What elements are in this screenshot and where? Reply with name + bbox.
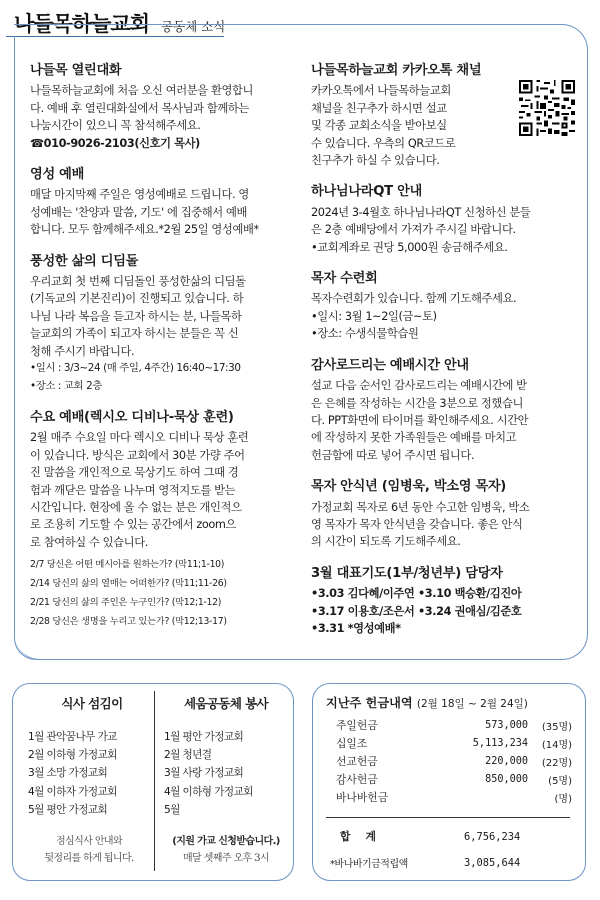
- text-line: 2월 매주 수요일 마다 렉시오 디비나 묵상 훈련: [30, 431, 249, 445]
- text-line: 의 시간이 되도록 기도해주세요.: [311, 535, 461, 549]
- text-line: 성예배는 '찬양과 말씀, 기도' 에 집중해서 예배: [30, 205, 247, 219]
- welcome-title: 나들목 열린대화: [30, 63, 122, 78]
- meal-item: 3월 소망 가정교회: [28, 767, 108, 780]
- contact-phone: ☎010-9026-2103(신호기 목사): [30, 136, 200, 150]
- kakao-body: [311, 82, 501, 169]
- prayer-section: [311, 565, 577, 638]
- retreat-section: [311, 270, 577, 343]
- offering-row: [326, 789, 576, 807]
- offering-count: (22명): [541, 757, 572, 769]
- right-column: [311, 62, 577, 651]
- text-line: 2024년 3-4월호 하나님나라QT 신청하신 분들: [311, 205, 531, 219]
- text-line: 은 2층 예배당에서 가져가 주시길 바랍니다.: [311, 223, 516, 237]
- offering-row: [326, 752, 576, 770]
- qt-body: [311, 204, 577, 256]
- serve-note: [164, 833, 288, 867]
- text-line: 진 말씀을 개인적으로 묵상기도 하여 그때 경: [30, 466, 239, 480]
- text-line: 로 조용히 기도할 수 있는 공간에서 zoom으: [30, 518, 236, 532]
- offering-amount: 5,113,234: [472, 737, 528, 749]
- schedule-place: •장소 : 교회 2층: [30, 379, 102, 392]
- serve-item: 4월 이하형 가정교회: [164, 785, 253, 798]
- offering-title: 지난주 헌금내역: [326, 696, 413, 710]
- offering-name: 바나바헌금: [336, 791, 389, 805]
- didimdol-body: [30, 273, 292, 395]
- qt-section: [311, 183, 577, 256]
- text-line: 친구추가 하실 수 있습니다.: [311, 154, 440, 168]
- text-line: •일시: 3월 1~2일(금~토): [311, 309, 437, 323]
- thanks-body: [311, 377, 577, 464]
- serve-note-line: (지원 가교 신청받습니다.): [172, 836, 280, 848]
- welcome-section: [30, 62, 292, 152]
- spirit-worship-title: 영성 예배: [30, 167, 85, 183]
- serve-item: 5월: [164, 803, 180, 816]
- wednesday-worship-body: [30, 429, 292, 551]
- didimdol-section: [30, 253, 292, 395]
- sabbatical-body: [311, 499, 577, 551]
- serve-item: 3월 사랑 가정교회: [164, 767, 244, 780]
- left-column: [30, 62, 292, 645]
- meal-note: [28, 833, 150, 867]
- text-line: 험과 깨닫은 말씀을 나누며 영적지도를 받는: [30, 483, 236, 497]
- thanks-title: 감사로드리는 예배시간 안내: [311, 357, 469, 373]
- serve-title: 세움공동체 봉사: [183, 696, 269, 711]
- wednesday-worship-title: 수요 예배(렉시오 디비나-묵상 훈련): [30, 409, 234, 425]
- text-line: 매달 마지막째 주일은 영성예배로 드립니다. 영: [30, 188, 249, 202]
- text-line: 수 있습니다. 우측의 QR코드로: [311, 136, 456, 150]
- offering-total-row: [326, 824, 576, 850]
- schedule-item: 2/28 당신은 생명을 누리고 있는가? (막12;13-17): [30, 616, 227, 628]
- retreat-body: [311, 290, 577, 342]
- offering-name: 감사헌금: [336, 773, 378, 787]
- text-line: 시간입니다. 현장에 올 수 없는 분은 개인적으: [30, 500, 242, 514]
- offering-row: [326, 734, 576, 752]
- schedule-time: •일시 : 3/3~24 (매 주일, 4주간) 16:40~17:30: [30, 362, 241, 375]
- offering-row: [326, 716, 576, 734]
- church-logo: 나들목하늘교회: [14, 11, 150, 36]
- kakao-section: [311, 62, 577, 169]
- text-line: 은 은혜를 작성하는 시간을 3분으로 정했습니: [311, 396, 523, 410]
- meal-item: 4월 이하자 가정교회: [28, 785, 117, 798]
- welcome-body: [30, 82, 292, 152]
- text-line: 목자수련회가 있습니다. 함께 기도해주세요.: [311, 292, 517, 306]
- text-line: 다. PPT화면에 타이머를 확인해주세요. 시간안: [311, 413, 529, 427]
- offering-name: 주일헌금: [336, 718, 378, 732]
- text-line: 영 목자가 목자 안식년을 갖습니다. 좋은 안식: [311, 517, 523, 531]
- text-line: 다. 예배 후 열린대화실에서 목사님과 함께하는: [30, 101, 249, 115]
- service-divider: [154, 691, 155, 871]
- offering-report: [326, 694, 576, 876]
- barnabas-fund-label: *바나바기금적립액: [330, 859, 408, 871]
- offering-amount: 573,000: [485, 719, 528, 731]
- text-line: 나눔시간이 있으니 꼭 참석해주세요.: [30, 119, 201, 133]
- text-line: 이 있습니다. 방식은 교회에서 30분 가량 주어: [30, 448, 245, 462]
- offering-name: 선교헌금: [336, 754, 378, 768]
- qr-code-icon[interactable]: [519, 80, 575, 136]
- offering-row: [326, 771, 576, 789]
- thanks-section: [311, 357, 577, 464]
- prayer-title: 3월 대표기도(1부/청년부) 담당자: [311, 565, 503, 581]
- text-line: 설교 다음 순서인 감사로드리는 예배시간에 받: [311, 379, 527, 393]
- offering-divider: [326, 817, 570, 818]
- sabbatical-section: [311, 478, 577, 551]
- text-line: 합니다. 모두 함께해주세요.*2월 25일 영성예배*: [30, 223, 259, 237]
- serve-item: 2월 청년결: [164, 749, 212, 762]
- barnabas-fund-amount: 3,085,644: [464, 856, 521, 869]
- meal-title: 식사 섬김이: [61, 696, 123, 711]
- text-line: 헌금함에 따로 넣어 주시면 됩니다.: [311, 448, 475, 462]
- text-line: (기독교의 기본진리)이 진행되고 있습니다. 하: [30, 292, 244, 306]
- offering-amount: 850,000: [485, 774, 528, 786]
- prayer-line: •3.31 *영성예배*: [311, 621, 401, 635]
- text-line: 및 각종 교회소식을 받아보실: [311, 119, 447, 133]
- offering-total-label: 합 계: [340, 830, 376, 844]
- meal-servers: [28, 694, 150, 867]
- sabbatical-title: 목자 안식년 (임병욱, 박소영 목자): [311, 479, 507, 495]
- offering-total-amount: 6,756,234: [464, 830, 521, 843]
- barnabas-fund-row: [326, 850, 576, 876]
- meal-note-line: 점심식사 안내와: [56, 836, 122, 848]
- offering-period: (2월 18일 ~ 2월 24일): [416, 698, 528, 710]
- serve-volunteers: [164, 694, 288, 867]
- text-line: 나들목하늘교회에 처음 오신 여러분을 환영합니: [30, 84, 254, 98]
- offering-count: (35명): [541, 721, 572, 733]
- text-line: 에 작성하지 못한 가족원들은 예배를 마치고: [311, 431, 517, 445]
- schedule-item: 2/21 당신의 삶의 주인은 누구인가? (막12;1-12): [30, 597, 222, 609]
- prayer-line: •3.03 김다혜/이주연 •3.10 백승환/김진아: [311, 587, 522, 601]
- didimdol-title: 풍성한 삶의 디딤돌: [30, 253, 139, 269]
- spirit-worship-body: [30, 186, 292, 238]
- meal-item: 1월 관악꿈나무 가교: [28, 731, 117, 743]
- text-line: 청해 주시기 바랍니다.: [30, 344, 135, 358]
- qt-title: 하나님나라QT 안내: [311, 184, 422, 200]
- offering-header: [326, 694, 576, 711]
- meal-note-line: 뒷정리를 하게 됩니다.: [44, 853, 134, 865]
- text-line: 우리교회 첫 번째 디딤돌인 풍성한삶의 디딤돌: [30, 275, 246, 289]
- text-line: 카카오톡에서 나들목하늘교회: [311, 84, 451, 98]
- text-line: •교회계좌로 권당 5,000원 송금해주세요.: [311, 240, 508, 254]
- wednesday-worship-section: [30, 409, 292, 631]
- kakao-title: 나들목하늘교회 카카오톡 채널: [311, 63, 482, 78]
- spirit-worship-section: [30, 166, 292, 239]
- text-line: 채널을 친구추가 하시면 설교: [311, 101, 447, 115]
- offering-amount: 220,000: [485, 755, 528, 767]
- text-line: 가정교회 목자로 6년 동안 수고한 임병욱, 박소: [311, 500, 530, 514]
- section-subtitle: 공동체 소식: [161, 19, 226, 34]
- meal-item: 5월 평안 가정교회: [28, 803, 108, 816]
- meal-item: 2월 이하형 가정교회: [28, 749, 117, 762]
- schedule-item: 2/14 당신의 삶의 열매는 어떠한가? (막11;11-26): [30, 578, 227, 590]
- wednesday-schedule: [30, 555, 292, 631]
- offering-count: (5명): [548, 776, 572, 788]
- prayer-line: •3.17 이용호/조은서 •3.24 권애심/김준호: [311, 604, 522, 618]
- offering-name: 십일조: [336, 736, 368, 750]
- schedule-item: 2/7 당신은 어떤 메시아를 원하는가? (막11;1-10): [30, 559, 225, 571]
- text-line: 로 참여하실 수 있습니다.: [30, 535, 148, 549]
- serve-item: 1월 평안 가정교회: [164, 731, 244, 743]
- retreat-title: 목자 수련회: [311, 271, 378, 287]
- text-line: 늘교회의 가족이 되고자 하시는 분들은 꼭 신: [30, 327, 239, 341]
- offering-count: (14명): [541, 739, 572, 751]
- serve-note-line: 매달 셋째주 오후 3시: [183, 853, 269, 865]
- text-line: 나님 나라 복음을 듣고자 하시는 분, 나들목하: [30, 309, 242, 323]
- prayer-body: [311, 585, 577, 637]
- offering-count: (명): [554, 794, 572, 806]
- text-line: •장소: 수생식물학습원: [311, 327, 419, 341]
